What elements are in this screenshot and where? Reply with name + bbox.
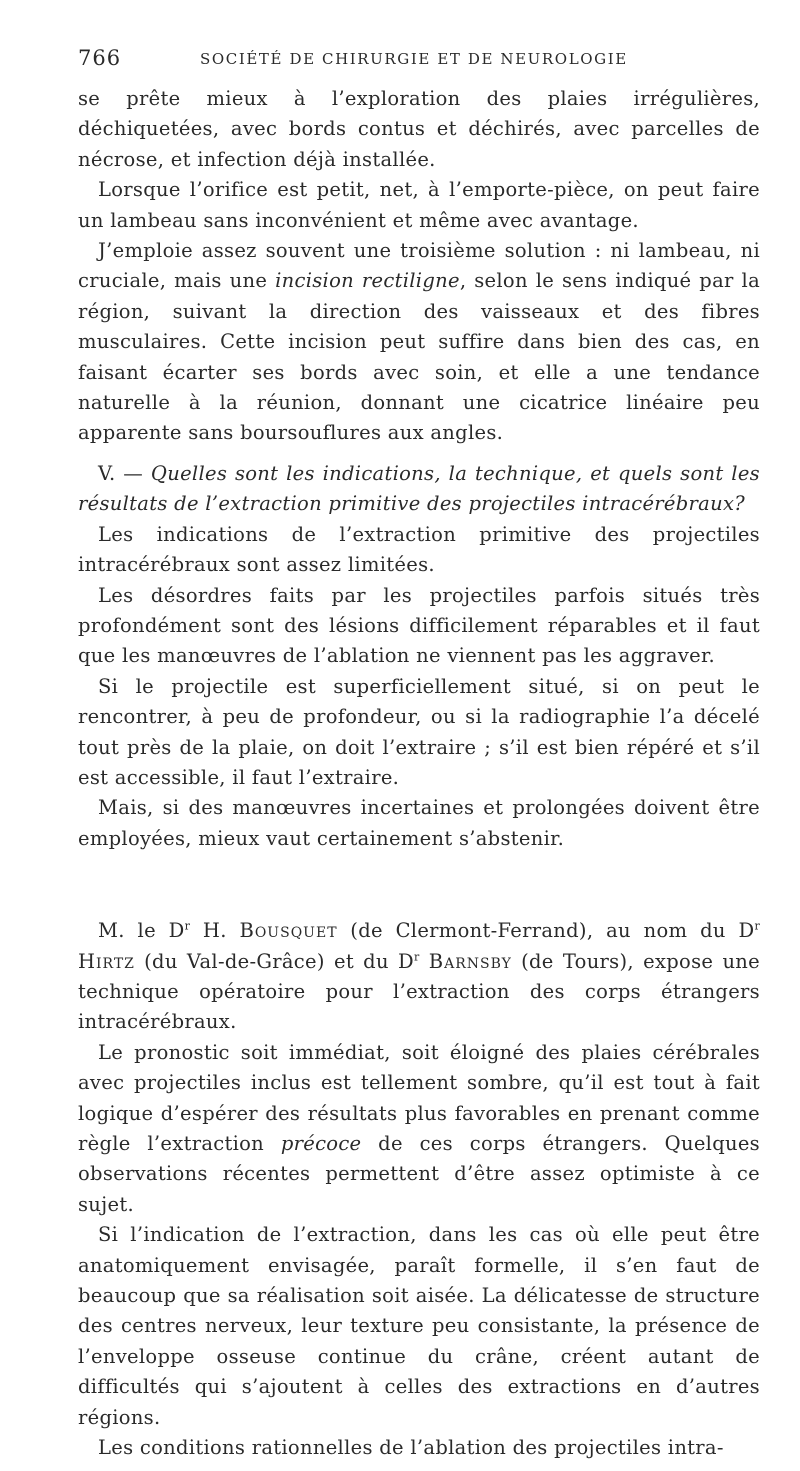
- page-number: 766: [78, 46, 122, 70]
- incision-rectiligne-emphasis: incision rectiligne: [275, 269, 460, 293]
- text-fragment: de ces corps étrangers. Quelques observations récentes permettent d’être assez optimiste à ce sujet.: [78, 1132, 760, 1216]
- paragraph-indications: Les indications de l’extraction primitive des projectiles intracérébraux sont assez limitées.: [78, 522, 760, 577]
- author-name: Barnsby: [428, 949, 512, 973]
- paragraph-pronostic: [78, 1038, 760, 1220]
- author-name: Hirtz: [78, 949, 135, 973]
- superscript: r: [754, 919, 760, 933]
- paragraph-incision-text: J’emploie assez souvent une troisième solution : ni lambeau, ni cruciale, mais une: [78, 239, 760, 293]
- text-fragment: M. le D: [98, 919, 185, 943]
- paragraph-incision: [78, 236, 760, 449]
- paragraph-superficiel: Si le projectile est superficiellement situé, si on peut le rencontrer, à peu de profondeur, ou si la radiographie l’a décelé tout près de la plaie, on doit l’extraire ; s’il est bien répéré et s’il est accessible, il faut l’extraire.: [78, 674, 760, 789]
- document-page: [78, 44, 760, 1463]
- paragraph-conditions: Les conditions rationnelles de l’ablation des projectiles intra-: [98, 1436, 724, 1460]
- paragraph-bousquet: [78, 916, 760, 1038]
- running-title: SOCIÉTÉ DE CHIRURGIE ET DE NEUROLOGIE: [200, 50, 628, 68]
- paragraph-difficultes: Si l’indication de l’extraction, dans les cas où elle peut être anatomiquement envisagée, paraît formelle, il s’en faut de beaucoup que sa réalisation soit aisée. La délicatesse de structure des centres nerveux, leur texture peu consistante, la présence de l’enveloppe osseuse continue du crâne, créent autant de difficultés qui s’ajoutent à celles des extractions en d’autres régions.: [78, 1223, 760, 1429]
- superscript: r: [184, 919, 191, 933]
- section-v-question: Quelles sont les indications, la technique, et quels sont les résultats de l’extraction primitive des projectiles intracérébraux?: [78, 461, 760, 516]
- text-fragment: (de Tours), expose une technique opératoire pour l’extraction des corps étrangers intracérébraux.: [78, 949, 761, 1034]
- section-v-heading: [78, 459, 760, 520]
- author-name: Bousquet: [239, 919, 338, 943]
- text-fragment: (du Val-de-Grâce) et du D: [134, 949, 414, 973]
- paragraph-incision-text-end: , selon le sens indiqué par la région, suivant la direction des vaisseaux et des fibres musculaires. Cette incision peut suffire dans bien des cas, en faisant écarter ses bords avec soin, et elle a une tendance naturelle à la réunion, donnant une cicatrice linéaire peu apparente sans boursouflures aux angles.: [78, 269, 760, 445]
- paragraph-abstention: Mais, si des manœuvres incertaines et prolongées doivent être employées, mieux vaut certainement s’abstenir.: [78, 796, 760, 850]
- paragraph-continued: se prête mieux à l’exploration des plaies irrégulières, déchiquetées, avec bords contus et déchirés, avec parcelles de nécrose, et infection déjà installée.: [78, 87, 760, 171]
- paragraph-desordres: Les désordres faits par les projectiles parfois situés très profondément sont des lésions difficilement réparables et il faut que les manœuvres de l’ablation ne viennent pas les aggraver.: [78, 583, 760, 668]
- paragraph-lambeau: Lorsque l’orifice est petit, net, à l’emporte-pièce, on peut faire un lambeau sans inconvénient et même avec avantage.: [78, 178, 760, 232]
- text-fragment: [420, 950, 429, 973]
- text-fragment: H.: [190, 919, 240, 943]
- precoce-emphasis: précoce: [280, 1132, 362, 1155]
- text-fragment: Le pronostic soit immédiat, soit éloigné des plaies cérébrales avec projectiles inclus est tellement sombre, qu’il est tout à fait logique d’espérer des résultats plus favorables en prenant comme règle l’extraction: [78, 1040, 760, 1155]
- section-v-number: V. —: [98, 461, 151, 485]
- superscript: r: [413, 950, 420, 964]
- text-fragment: (de Clermont-Ferrand), au nom du D: [337, 919, 755, 943]
- running-head: [78, 44, 760, 84]
